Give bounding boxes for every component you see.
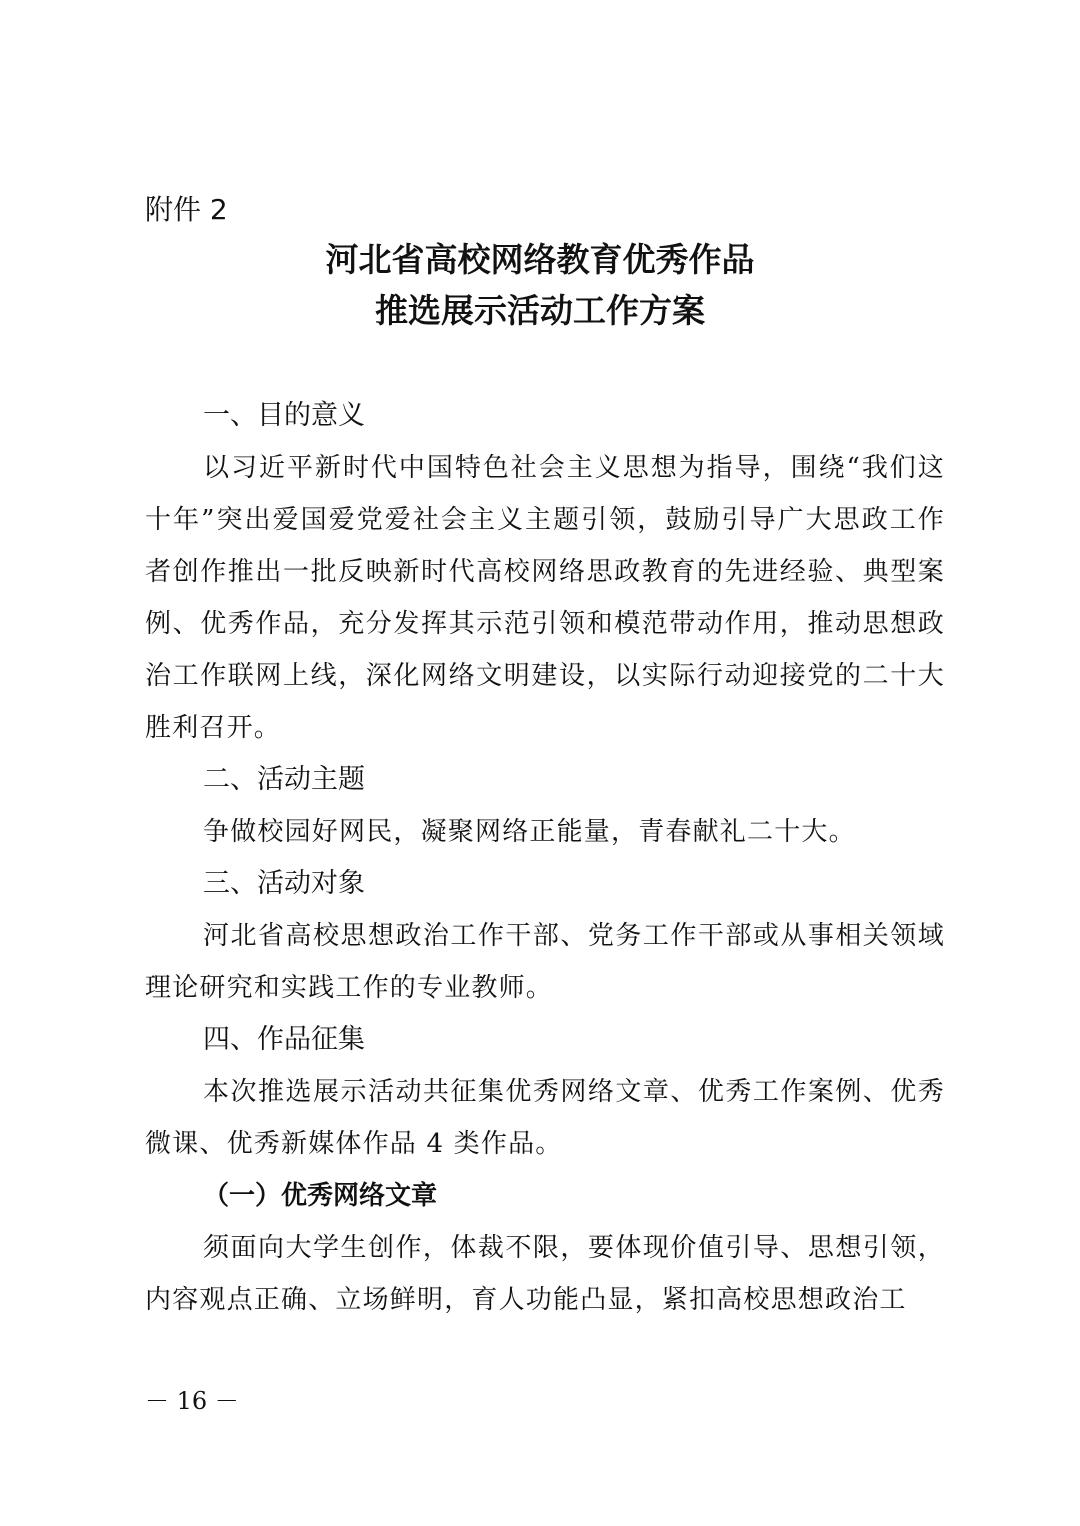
section-heading-participants: 三、活动对象 bbox=[203, 868, 365, 899]
section-heading-collection: 四、作品征集 bbox=[203, 1024, 365, 1055]
section-paragraph-purpose: 以习近平新时代中国特色社会主义思想为指导，围绕“我们这十年”突出爱国爱党爱社会主义主题引领，鼓励引导广大思政工作者创作推出一批反映新时代高校网络思政教育的先进经验、典型案例、优秀作品，充分发挥其示范引领和模范带动作用，推动思想政治工作联网上线，深化网络文明建设，以实际行动迎接党的二十大胜利召开。 bbox=[145, 453, 945, 743]
subsection-heading-articles: （一）优秀网络文章 bbox=[203, 1181, 438, 1211]
page-number: － 16 － bbox=[145, 1387, 239, 1415]
section-paragraph-collection: 本次推选展示活动共征集优秀网络文章、优秀工作案例、优秀微课、优秀新媒体作品 4 类作品。 bbox=[145, 1077, 945, 1159]
section-heading-purpose: 一、目的意义 bbox=[203, 400, 365, 431]
section-paragraph-participants: 河北省高校思想政治工作干部、党务工作干部或从事相关领域理论研究和实践工作的专业教师。 bbox=[145, 921, 945, 1003]
attachment-label: 附件 2 bbox=[145, 193, 228, 226]
document-body bbox=[145, 390, 945, 1326]
document-title-line-2: 推选展示活动工作方案 bbox=[375, 291, 705, 330]
subsection-paragraph-articles: 须面向大学生创作，体裁不限，要体现价值引导、思想引领，内容观点正确、立场鲜明，育人功能凸显，紧扣高校思想政治工 bbox=[145, 1233, 945, 1315]
document-title-line-1: 河北省高校网络教育优秀作品 bbox=[325, 240, 755, 279]
section-heading-theme: 二、活动主题 bbox=[203, 764, 365, 795]
section-paragraph-theme: 争做校园好网民，凝聚网络正能量，青春献礼二十大。 bbox=[203, 817, 856, 847]
